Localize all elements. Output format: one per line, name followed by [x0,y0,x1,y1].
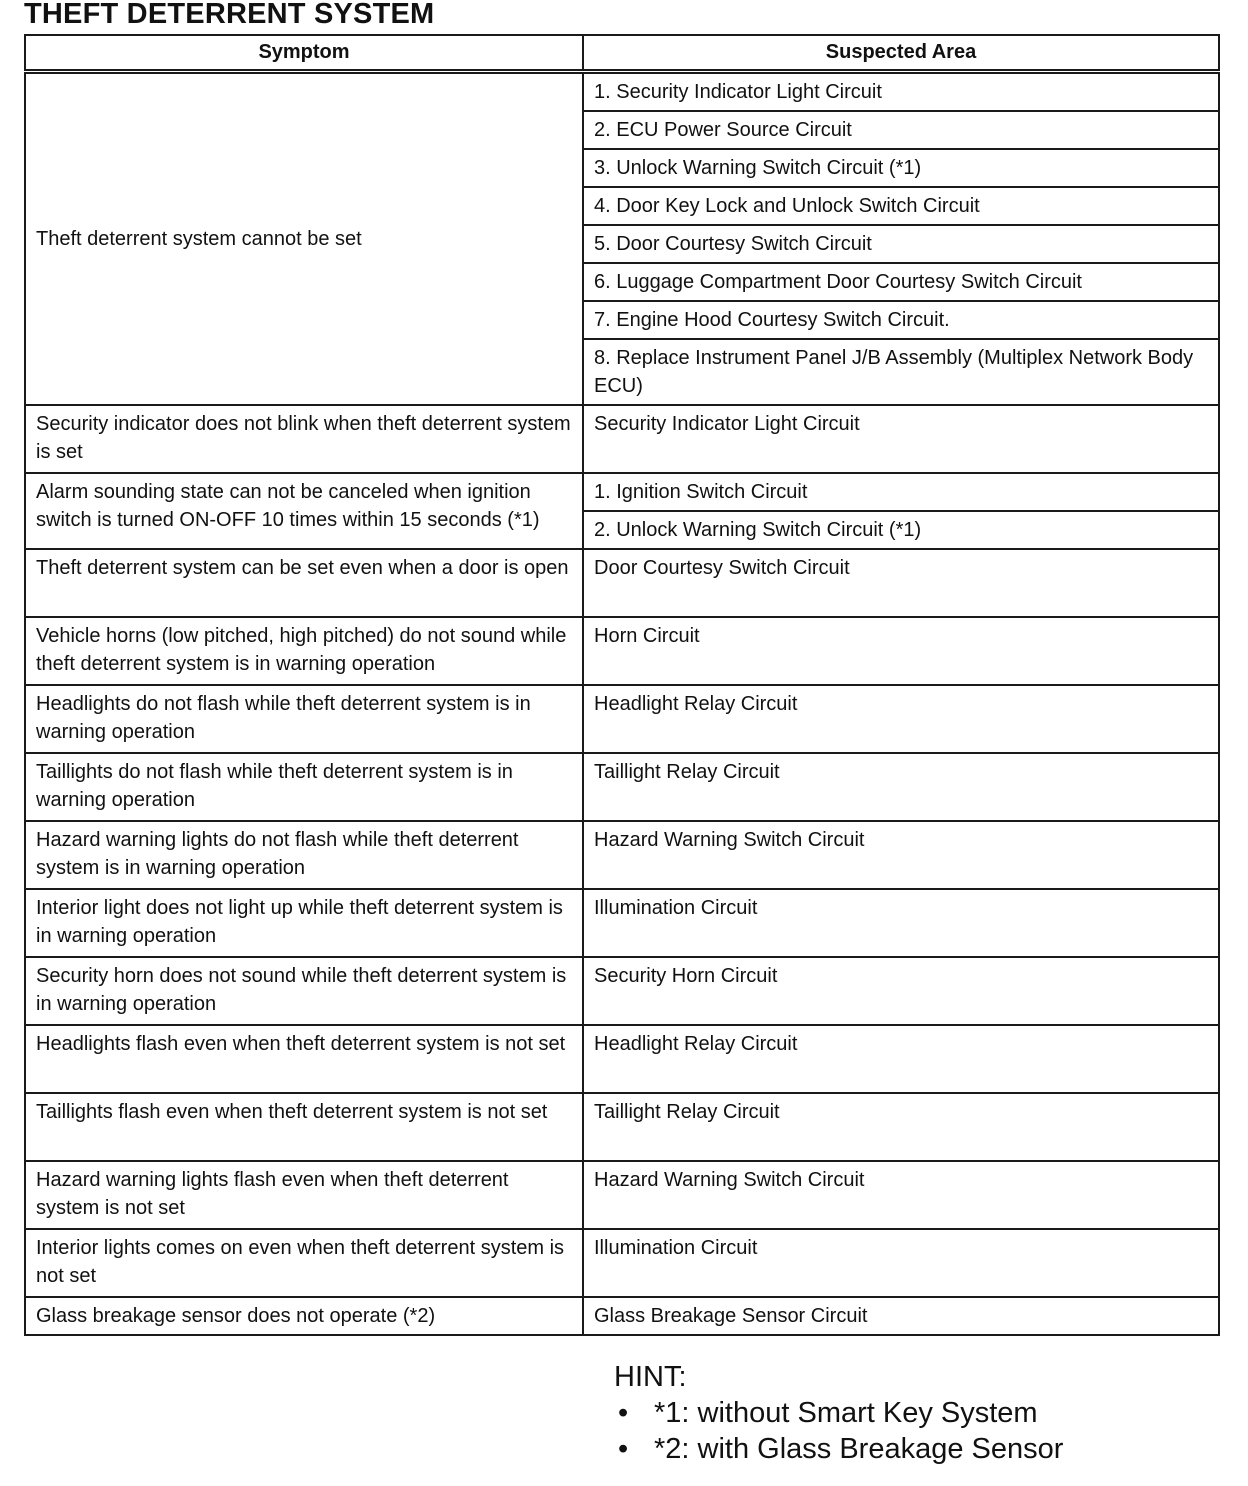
suspected-area-cell: 2. ECU Power Source Circuit [583,111,1219,149]
suspected-area-cell: 5. Door Courtesy Switch Circuit [583,225,1219,263]
hint-item [614,1431,1063,1467]
suspected-area-cell: Headlight Relay Circuit [583,685,1219,753]
suspected-area-cell: 8. Replace Instrument Panel J/B Assembly (Multiplex Network Body ECU) [583,339,1219,405]
symptom-cell: Taillights flash even when theft deterrent system is not set [25,1093,583,1161]
bullet-icon: • [618,1433,629,1465]
symptom-cell: Glass breakage sensor does not operate (*2) [25,1297,583,1335]
hint-item-text: *1: without Smart Key System [654,1397,1038,1429]
symptom-cell: Interior light does not light up while theft deterrent system is in warning operation [25,889,583,957]
suspected-area-cell: 3. Unlock Warning Switch Circuit (*1) [583,149,1219,187]
symptom-cell: Hazard warning lights flash even when theft deterrent system is not set [25,1161,583,1229]
table-row [25,1025,1219,1093]
symptom-cell: Security horn does not sound while theft deterrent system is in warning operation [25,957,583,1025]
symptom-cell: Theft deterrent system cannot be set [25,72,583,406]
symptom-cell: Hazard warning lights do not flash while theft deterrent system is in warning operation [25,821,583,889]
symptom-cell: Theft deterrent system can be set even when a door is open [25,549,583,617]
hint-item [614,1395,1063,1431]
symptom-cell: Headlights flash even when theft deterrent system is not set [25,1025,583,1093]
symptom-cell: Vehicle horns (low pitched, high pitched) do not sound while theft deterrent system is in warning operation [25,617,583,685]
hint-block [614,1359,1063,1467]
suspected-area-cell: Hazard Warning Switch Circuit [583,821,1219,889]
suspected-area-cell: 2. Unlock Warning Switch Circuit (*1) [583,511,1219,549]
table-row [25,1161,1219,1229]
suspected-area-cell: 1. Ignition Switch Circuit [583,473,1219,511]
suspected-area-cell: Horn Circuit [583,617,1219,685]
suspected-area-cell: 1. Security Indicator Light Circuit [583,72,1219,112]
suspected-area-cell: Security Horn Circuit [583,957,1219,1025]
header-symptom: Symptom [25,35,583,72]
table-row [25,617,1219,685]
troubleshooting-table [24,34,1220,1336]
suspected-area-cell: Headlight Relay Circuit [583,1025,1219,1093]
suspected-area-cell: Door Courtesy Switch Circuit [583,549,1219,617]
suspected-area-cell: Glass Breakage Sensor Circuit [583,1297,1219,1335]
hint-item-text: *2: with Glass Breakage Sensor [654,1433,1064,1465]
page-title: THEFT DETERRENT SYSTEM [24,0,435,30]
suspected-area-cell: Taillight Relay Circuit [583,753,1219,821]
bullet-icon: • [618,1397,629,1429]
suspected-area-cell: Illumination Circuit [583,889,1219,957]
header-suspected-area: Suspected Area [583,35,1219,72]
table-row [25,405,1219,473]
table-row [25,1229,1219,1297]
suspected-area-cell: 7. Engine Hood Courtesy Switch Circuit. [583,301,1219,339]
symptom-cell: Interior lights comes on even when theft deterrent system is not set [25,1229,583,1297]
table-row [25,473,1219,511]
table-row [25,549,1219,617]
symptom-cell: Taillights do not flash while theft deterrent system is in warning operation [25,753,583,821]
suspected-area-cell: Taillight Relay Circuit [583,1093,1219,1161]
table-row [25,821,1219,889]
table-row [25,72,1219,112]
symptom-cell: Headlights do not flash while theft deterrent system is in warning operation [25,685,583,753]
table-header-row [25,35,1219,72]
table-row [25,1093,1219,1161]
hint-list [614,1395,1063,1467]
suspected-area-cell: Security Indicator Light Circuit [583,405,1219,473]
symptom-cell: Alarm sounding state can not be canceled when ignition switch is turned ON-OFF 10 times within 15 seconds (*1) [25,473,583,549]
table-row [25,957,1219,1025]
suspected-area-cell: 6. Luggage Compartment Door Courtesy Switch Circuit [583,263,1219,301]
suspected-area-cell: Hazard Warning Switch Circuit [583,1161,1219,1229]
suspected-area-cell: 4. Door Key Lock and Unlock Switch Circuit [583,187,1219,225]
table-row [25,1297,1219,1335]
symptom-cell: Security indicator does not blink when theft deterrent system is set [25,405,583,473]
table-row [25,753,1219,821]
suspected-area-cell: Illumination Circuit [583,1229,1219,1297]
hint-label: HINT: [614,1361,687,1393]
table-row [25,889,1219,957]
table-row [25,685,1219,753]
